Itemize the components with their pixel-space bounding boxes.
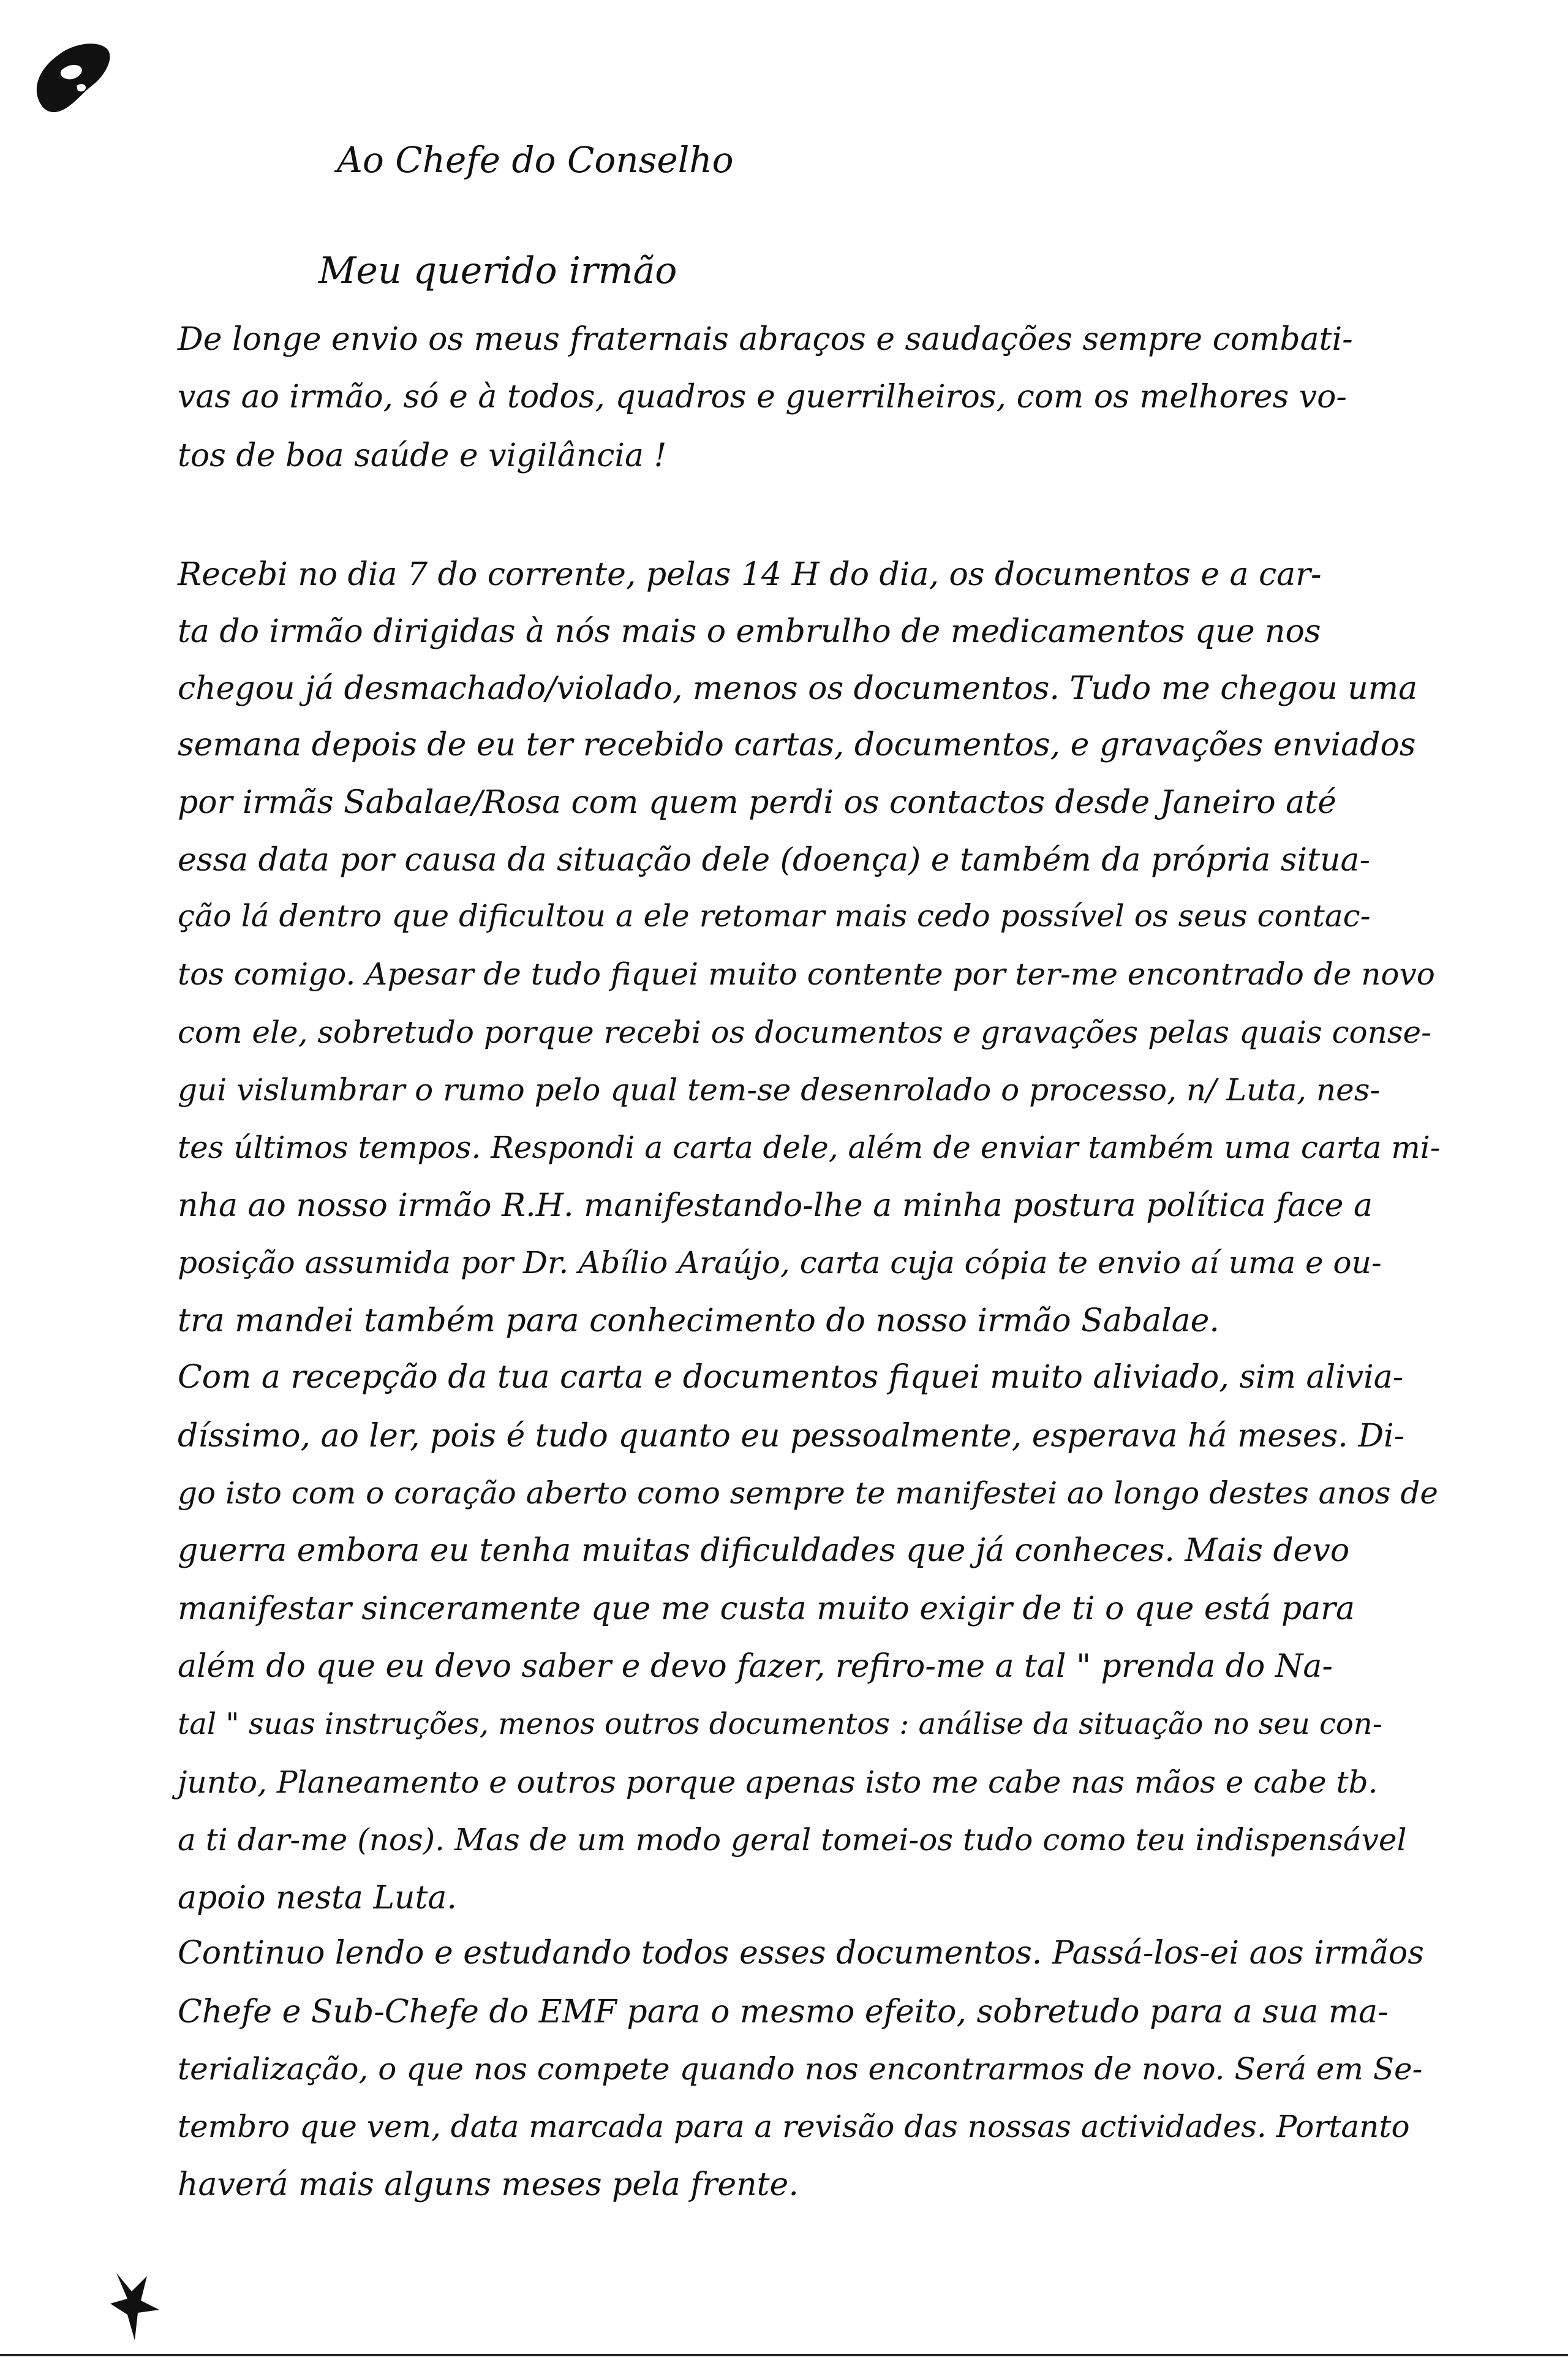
body-line: tos de boa saúde e vigilância ! <box>178 437 667 474</box>
body-line: essa data por causa da situação dele (doença) e também da própria situa- <box>178 842 1371 879</box>
body-line: guerra embora eu tenha muitas dificuldades que já conheces. Mais devo <box>178 1532 1350 1569</box>
body-line: tes últimos tempos. Respondi a carta dele, além de enviar também uma carta mi- <box>178 1130 1441 1165</box>
body-line: chegou já desmachado/violado, menos os documentos. Tudo me chegou uma <box>178 670 1418 707</box>
body-line: Recebi no dia 7 do corrente, pelas 14 H do dia, os documentos e a car- <box>178 556 1322 593</box>
body-line: semana depois de eu ter recebido cartas, documentos, e gravações enviados <box>178 727 1416 763</box>
body-line: haverá mais alguns meses pela frente. <box>178 2166 799 2203</box>
body-line: tos comigo. Apesar de tudo fiquei muito contente por ter-me encontrado de novo <box>178 956 1435 992</box>
body-line: díssimo, ao ler, pois é tudo quanto eu pessoalmente, esperava há meses. Di- <box>178 1418 1405 1454</box>
body-line: tal " suas instruções, menos outros documentos : análise da situação no seu con- <box>178 1707 1382 1741</box>
body-line: terialização, o que nos compete quando nos encontrarmos de novo. Será em Se- <box>178 2051 1423 2087</box>
body-line: tembro que vem, data marcada para a revisão das nossas actividades. Portanto <box>178 2109 1410 2144</box>
body-line: tra mandei também para conhecimento do nosso irmão Sabalae. <box>178 1303 1219 1339</box>
body-line: gui vislumbrar o rumo pelo qual tem-se desenrolado o processo, n/ Luta, nes- <box>178 1072 1381 1108</box>
ink-mark-bottom <box>104 2267 172 2346</box>
body-line: Com a recepção da tua carta e documentos fiquei muito aliviado, sim alivia- <box>178 1359 1404 1396</box>
body-line: com ele, sobretudo porque recebi os documentos e gravações pelas quais conse- <box>178 1015 1431 1050</box>
body-line: ção lá dentro que dificultou a ele retomar mais cedo possível os seus contac- <box>178 898 1371 934</box>
body-line: apoio nesta Luta. <box>178 1880 457 1916</box>
page-edge-line <box>0 2354 1568 2356</box>
body-line: posição assumida por Dr. Abílio Araújo, carta cuja cópia te envio aí uma e ou- <box>178 1245 1382 1280</box>
body-line: Chefe e Sub-Chefe do EMF para o mesmo efeito, sobretudo para a sua ma- <box>178 1994 1389 2030</box>
body-line: além do que eu devo saber e devo fazer, refiro-me a tal " prenda do Na- <box>178 1648 1333 1685</box>
body-line: por irmãs Sabalae/Rosa com quem perdi os contactos desde Janeiro até <box>178 784 1336 821</box>
body-line: De longe envio os meus fraternais abraços e saudações sempre combati- <box>178 321 1353 358</box>
body-line: junto, Planeamento e outros porque apenas isto me cabe nas mãos e cabe tb. <box>178 1764 1378 1800</box>
body-line: manifestar sinceramente que me custa muito exigir de ti o que está para <box>178 1590 1355 1627</box>
body-line: ta do irmão dirigidas à nós mais o embrulho de medicamentos que nos <box>178 613 1321 650</box>
letter-salutation: Meu querido irmão <box>318 249 677 292</box>
letter-addressee: Ao Chefe do Conselho <box>337 139 734 181</box>
body-line: Continuo lendo e estudando todos esses documentos. Passá-los-ei aos irmãos <box>178 1935 1424 1972</box>
ink-blot-top <box>24 34 116 119</box>
body-line: a ti dar-me (nos). Mas de um modo geral tomei-os tudo como teu indispensável <box>178 1822 1407 1858</box>
body-line: vas ao irmão, só e à todos, quadros e guerrilheiros, com os melhores vo- <box>178 379 1347 415</box>
body-line: go isto com o coração aberto como sempre te manifestei ao longo destes anos de <box>178 1475 1438 1511</box>
body-line: nha ao nosso irmão R.H. manifestando-lhe a minha postura política face a <box>178 1187 1373 1224</box>
